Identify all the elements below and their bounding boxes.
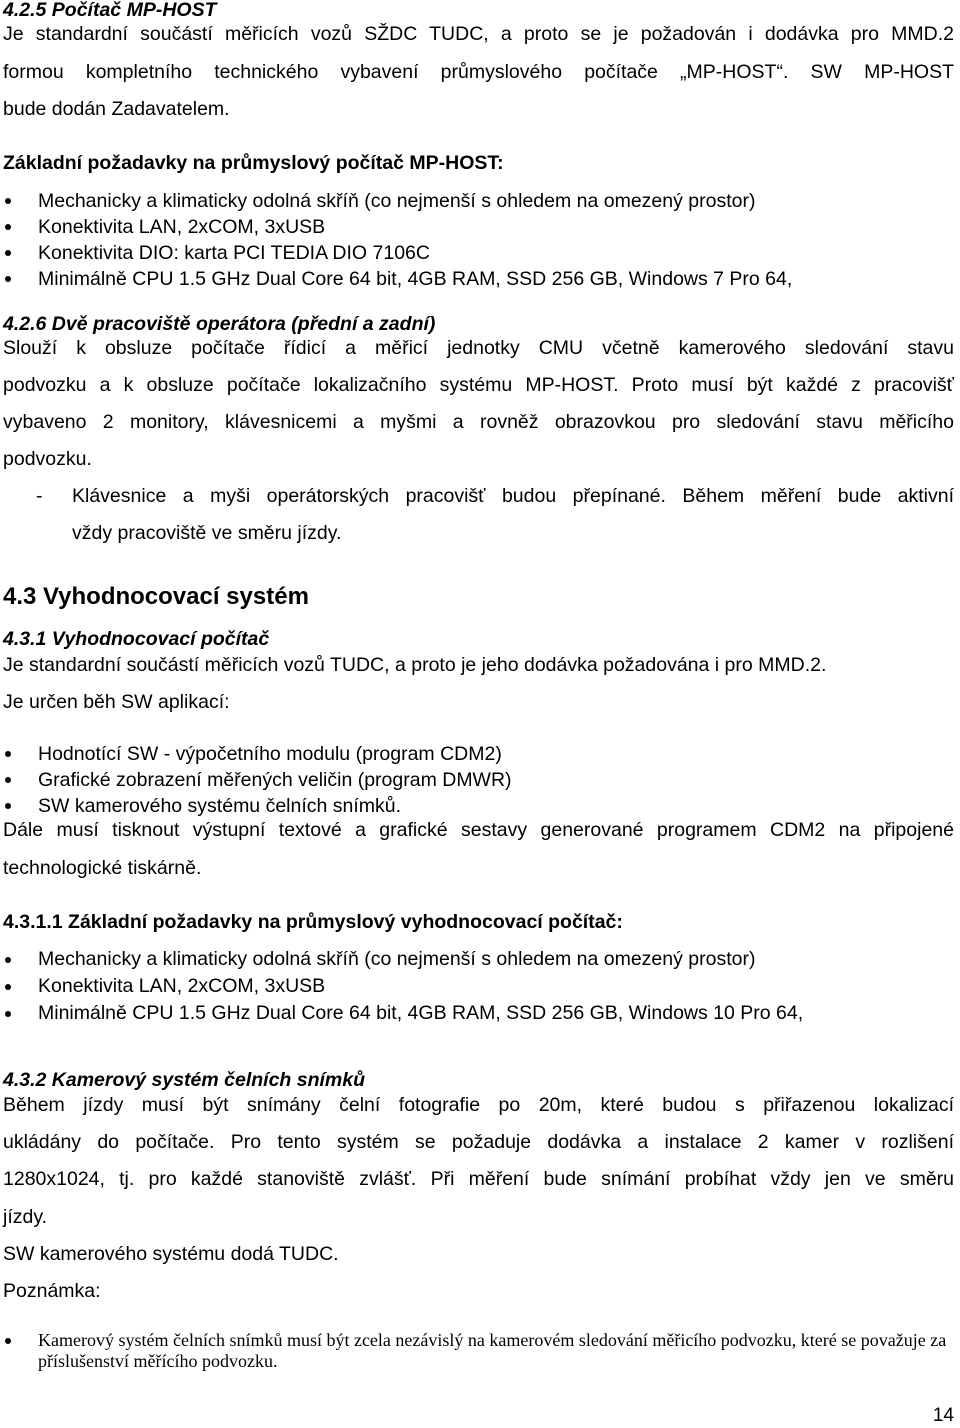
dash-item-line: Klávesnice a myši operátorských pracovišť budou přepínané. Během měření bude aktivní: [72, 485, 954, 507]
bullet-icon: [5, 957, 11, 963]
bullet-icon: [5, 224, 11, 230]
paragraph-line: formou kompletního technického vybavení průmyslového počítače „MP-HOST“. SW MP-HOST: [3, 61, 954, 83]
paragraph-line: vybaveno 2 monitory, klávesnicemi a myšmi a rovněž obrazovkou pro sledování stavu měřicího: [3, 411, 954, 433]
list-item: Hodnotící SW - výpočetního modulu (program CDM2): [0, 741, 954, 767]
page-number: 14: [932, 1405, 954, 1426]
bullet-icon: [5, 276, 11, 282]
list-item: Kamerový systém čelních snímků musí být zcela nezávislý na kamerovém sledování měřicího podvozku, které se považuje za příslušenství měřícího podvozku.: [0, 1330, 954, 1372]
paragraph-line: SW kamerového systému dodá TUDC.: [3, 1243, 339, 1265]
list-item: SW kamerového systému čelních snímků.: [0, 793, 954, 819]
sw-applications-list: [0, 741, 954, 819]
list-item: Konektivita DIO: karta PCI TEDIA DIO 7106C: [0, 240, 954, 266]
paragraph-line: ukládány do počítače. Pro tento systém se požaduje dodávka a instalace 2 kamer v rozlišení: [3, 1131, 954, 1153]
paragraph-line: Je standardní součástí měřicích vozů SŽDC TUDC, a proto se je požadován i dodávka pro MMD.2: [3, 23, 954, 45]
list-item: Minimálně CPU 1.5 GHz Dual Core 64 bit, 4GB RAM, SSD 256 GB, Windows 10 Pro 64,: [0, 1000, 954, 1027]
bullet-icon: [5, 803, 11, 809]
paragraph-line: Slouží k obsluze počítače řídicí a měřicí jednotky CMU včetně kamerového sledování stavu: [3, 337, 954, 359]
heading-4-2-6: 4.2.6 Dvě pracoviště operátora (přední a zadní): [3, 313, 436, 335]
requirements-list-evaluation-pc: [0, 946, 954, 1027]
paragraph-line: Během jízdy musí být snímány čelní fotografie po 20m, které budou s přiřazenou lokalizací: [3, 1094, 954, 1116]
dash-item-line: vždy pracoviště ve směru jízdy.: [72, 522, 342, 544]
dash-marker: -: [36, 485, 43, 507]
heading-4-2-5: 4.2.5 Počítač MP-HOST: [3, 0, 217, 21]
paragraph-line: bude dodán Zadavatelem.: [3, 98, 230, 120]
list-item: Mechanicky a klimaticky odolná skříň (co nejmenší s ohledem na omezený prostor): [0, 946, 954, 973]
bullet-icon: [5, 751, 11, 757]
heading-4-3-1: 4.3.1 Vyhodnocovací počítač: [3, 628, 270, 650]
bullet-icon: [5, 777, 11, 783]
bullet-icon: [5, 984, 11, 990]
list-item: Konektivita LAN, 2xCOM, 3xUSB: [0, 214, 954, 240]
list-item: Grafické zobrazení měřených veličin (program DMWR): [0, 767, 954, 793]
bullet-icon: [5, 250, 11, 256]
paragraph-line: Je určen běh SW aplikací:: [3, 691, 230, 713]
requirements-heading-mp-host: Základní požadavky na průmyslový počítač MP-HOST:: [3, 152, 504, 174]
note-list: [0, 1330, 954, 1372]
heading-4-3: 4.3 Vyhodnocovací systém: [3, 583, 309, 610]
heading-4-3-2: 4.3.2 Kamerový systém čelních snímků: [3, 1069, 366, 1091]
paragraph-line: podvozku a k obsluze počítače lokalizačního systému MP-HOST. Proto musí být každé z pracovišť: [3, 374, 954, 396]
requirements-list-mp-host: [0, 188, 954, 292]
bullet-icon: [5, 198, 11, 204]
note-label: Poznámka:: [3, 1280, 101, 1302]
list-item: Mechanicky a klimaticky odolná skříň (co nejmenší s ohledem na omezený prostor): [0, 188, 954, 214]
paragraph-line: Dále musí tisknout výstupní textové a grafické sestavy generované programem CDM2 na připojené: [3, 819, 954, 841]
paragraph-line: podvozku.: [3, 448, 92, 470]
paragraph-line: jízdy.: [3, 1206, 48, 1228]
paragraph-line: technologické tiskárně.: [3, 857, 202, 879]
bullet-icon: [5, 1011, 11, 1017]
bullet-icon: [5, 1338, 11, 1344]
list-item: Minimálně CPU 1.5 GHz Dual Core 64 bit, 4GB RAM, SSD 256 GB, Windows 7 Pro 64,: [0, 266, 954, 292]
list-item: Konektivita LAN, 2xCOM, 3xUSB: [0, 973, 954, 1000]
paragraph-line: Je standardní součástí měřicích vozů TUDC, a proto je jeho dodávka požadována i pro MMD.2.: [3, 654, 827, 676]
heading-4-3-1-1: 4.3.1.1 Základní požadavky na průmyslový vyhodnocovací počítač:: [3, 911, 623, 933]
paragraph-line: 1280x1024, tj. pro každé stanoviště zvlášť. Při měření bude snímání probíhat vždy jen ve směru: [3, 1168, 954, 1190]
